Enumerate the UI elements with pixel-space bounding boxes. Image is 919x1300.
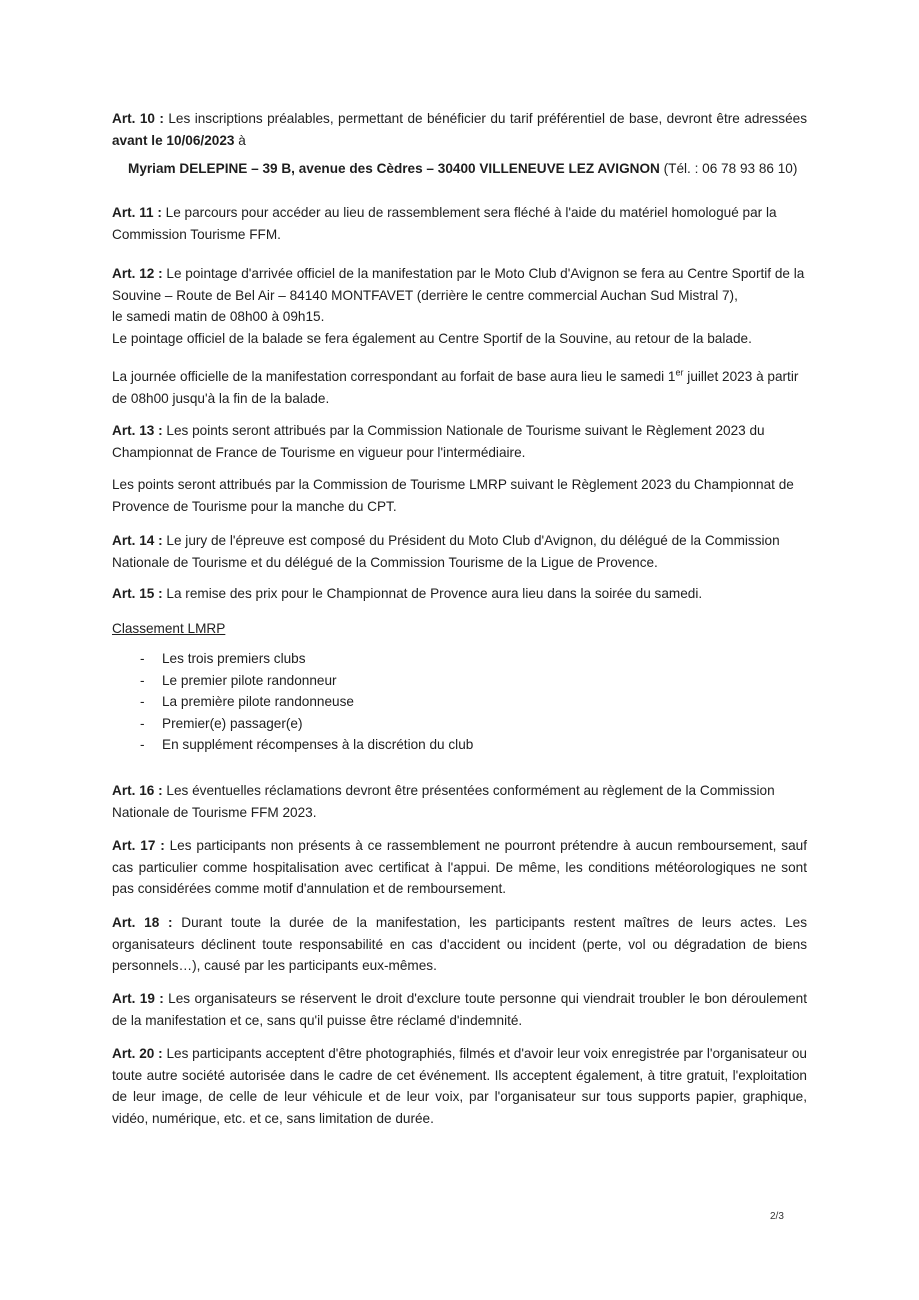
classement-heading: Classement LMRP [112,621,226,636]
list-item [112,648,473,670]
article-13-text: Les points seront attribués par la Commission Nationale de Tourisme suivant le Règlement 2023 du Championnat de France de Tourisme en vigueur pour l'intermédiaire. [112,423,765,460]
list-item-text: La première pilote randonneuse [162,694,354,709]
list-dash: - [140,694,145,709]
article-12-line3: Le pointage officiel de la balade se fera également au Centre Sportif de la Souvine, au retour de la balade. [112,330,752,346]
article-17-label: Art. 17 : [112,838,165,853]
list-item [112,713,473,735]
article-12-paragraph-2 [112,366,807,409]
page-number: 2/3 [770,1211,784,1222]
article-15-text: La remise des prix pour le Championnat de Provence aura lieu dans la soirée du samedi. [162,586,703,601]
article-12-para2-sup: er [675,367,684,378]
list-item-text: En supplément récompenses à la discrétion du club [162,737,474,752]
article-15-label: Art. 15 : [112,586,163,601]
registration-address [128,158,818,180]
article-14 [112,530,807,573]
article-14-label: Art. 14 : [112,533,163,548]
article-16-text: Les éventuelles réclamations devront être présentées conformément au règlement de la Commission Nationale de Tourisme FFM 2023. [112,783,775,820]
list-item-text: Les trois premiers clubs [162,651,306,666]
article-18 [112,912,807,977]
article-12-line2: le samedi matin de 08h00 à 09h15. [112,309,325,324]
article-11-label: Art. 11 : [112,205,162,220]
article-19 [112,988,807,1031]
list-item-text: Le premier pilote randonneur [162,672,337,688]
article-10-deadline: avant le 10/06/2023 [112,132,235,148]
list-item [112,691,473,713]
article-13 [112,420,807,463]
article-16 [112,780,807,823]
address-text: Myriam DELEPINE – 39 B, avenue des Cèdres – 30400 VILLENEUVE LEZ AVIGNON [128,161,660,176]
article-20-label: Art. 20 : [112,1046,163,1061]
article-12-para2-end: juillet 2023 à partir de 08h00 jusqu'à la fin de la balade. [112,369,799,406]
article-10 [112,108,807,151]
article-10-text: Les inscriptions préalables, permettant de bénéficier du tarif préférentiel de base, devront être adressées [163,111,807,126]
list-item [112,670,473,692]
article-13-para2: Les points seront attribués par la Commission de Tourisme LMRP suivant le Règlement 2023 du Championnat de Provence de Tourisme pour la manche du CPT. [112,477,794,514]
classement-list [112,648,473,756]
article-10-text-end: à [234,132,246,148]
article-17-text: Les participants non présents à ce rassemblement ne pourront prétendre à aucun remboursement, sauf cas particulier comme hospitalisation avec certificat à l'appui. De même, les conditions météorologiques ne sont pas considérées comme motif d'annulation et de remboursement. [112,838,807,896]
address-phone: (Tél. : 06 78 93 86 10) [659,161,798,176]
article-12-label: Art. 12 : [112,266,163,281]
list-dash: - [140,651,145,666]
article-18-label: Art. 18 : [112,915,173,930]
article-12 [112,263,807,349]
article-12-para2-start: La journée officielle de la manifestation correspondant au forfait de base aura lieu le samedi 1 [112,369,676,384]
article-20-text: Les participants acceptent d'être photographiés, filmés et d'avoir leur voix enregistrée par l'organisateur ou toute autre société autorisée dans le cadre de cet événement. Ils acceptent également, à titre gratuit, l'exploitation de leur image, de celle de leur véhicule et de leur voix, par l'organisateur sur tous supports papier, graphique, vidéo, numérique, etc. et ce, sans limitation de durée. [112,1046,807,1126]
article-20 [112,1043,807,1129]
article-10-label: Art. 10 : [112,111,164,126]
article-13-paragraph-2 [112,474,807,517]
list-dash: - [140,715,145,731]
article-18-text: Durant toute la durée de la manifestation, les participants restent maîtres de leurs actes. Les organisateurs déclinent toute responsabilité en cas d'accident ou incident (perte, vol ou dégradation de biens personnels…), causé par les participants eux-mêmes. [112,915,807,973]
article-19-label: Art. 19 : [112,991,164,1006]
article-14-text: Le jury de l'épreuve est composé du Président du Moto Club d'Avignon, du délégué de la Commission Nationale de Tourisme et du délégué de la Commission Tourisme de la Ligue de Provence. [112,533,780,570]
article-12-line1: Le pointage d'arrivée officiel de la manifestation par le Moto Club d'Avignon se fera au Centre Sportif de la Souvine – Route de Bel Air – 84140 MONTFAVET (derrière le centre commercial Auchan Sud Mistral 7), [112,266,805,303]
article-13-label: Art. 13 : [112,423,163,438]
article-16-label: Art. 16 : [112,783,163,798]
article-15 [112,583,807,605]
list-dash: - [140,672,145,688]
list-item-text: Premier(e) passager(e) [162,715,303,731]
article-19-text: Les organisateurs se réservent le droit d'exclure toute personne qui viendrait troubler le bon déroulement de la manifestation et ce, sans qu'il puisse être réclamé d'indemnité. [112,991,807,1028]
article-11 [112,202,807,245]
article-11-text: Le parcours pour accéder au lieu de rassemblement sera fléché à l'aide du matériel homologué par la Commission Tourisme FFM. [112,205,777,242]
article-17 [112,835,807,900]
list-dash: - [140,737,145,752]
list-item [112,734,473,756]
